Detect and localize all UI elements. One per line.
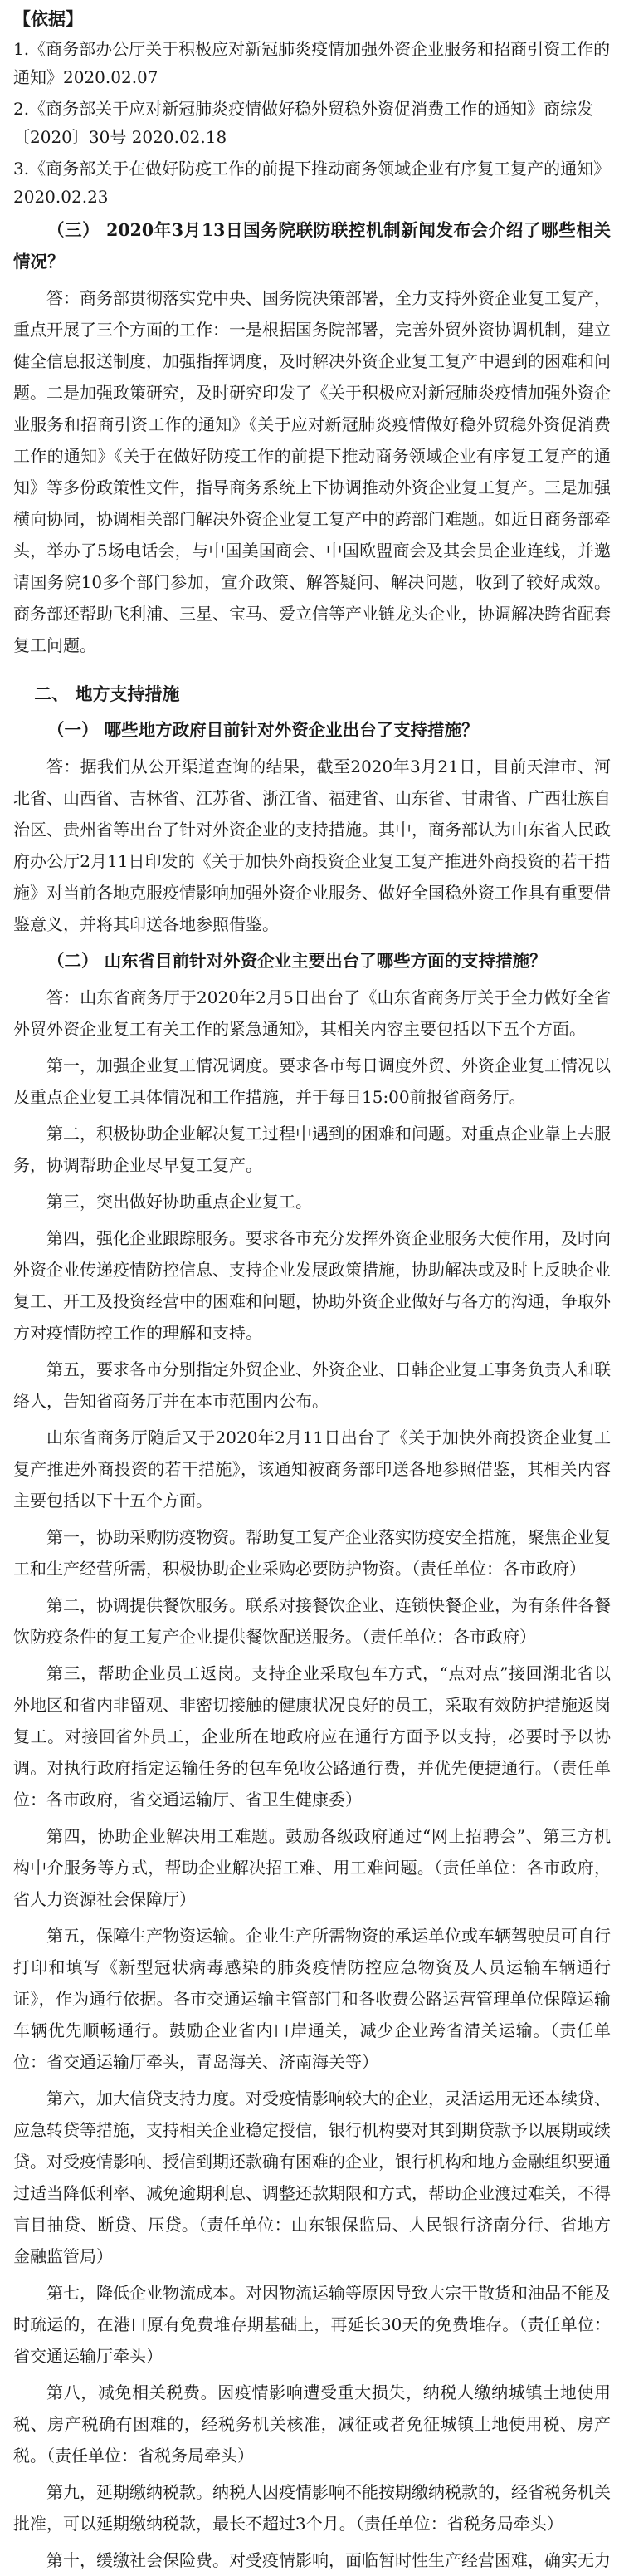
answer-paragraph: 答：山东省商务厅于2020年2月5日出台了《山东省商务厅关于全力做好全省外贸外资企业复工有关工作的紧急通知》，其相关内容主要包括以下五个方面。 — [13, 987, 611, 1039]
measure-item: 第一，加强企业复工情况调度。要求各市每日调度外贸、外资企业复工情况以及重点企业复工具体情况和工作措施，并于每日15:00前报省商务厅。 — [13, 1055, 611, 1107]
basis-heading: 【依据】 — [13, 8, 83, 29]
reference-list — [13, 35, 611, 211]
measure-item: 第四，协助企业解决用工难题。鼓励各级政府通过“网上招聘会”、第三方机构中介服务等方式，帮助企业解决招工难、用工难问题。（责任单位：各市政府，省人力资源社会保障厅） — [13, 1826, 611, 1909]
reference-item: 1.《商务部办公厅关于积极应对新冠肺炎疫情加强外资企业服务和招商引资工作的通知》2020.02.07 — [13, 39, 611, 87]
question-heading: （三） 2020年3月13日国务院联防联控机制新闻发布会介绍了哪些相关情况？ — [13, 220, 611, 272]
answer-paragraph: 答：据我们从公开渠道查询的结果，截至2020年3月21日，目前天津市、河北省、山西省、吉林省、江苏省、浙江省、福建省、山东省、甘肃省、广西壮族自治区、贵州省等出台了针对外资企业的支持措施。其中，商务部认为山东省人民政府办公厅2月11日印发的《关于加快外商投资企业复工复产推进外商投资的若干措施》对当前各地克服疫情影响加强外资企业服务、做好全国稳外资工作具有重要借鉴意义，并将其印送各地参照借鉴。 — [13, 757, 611, 934]
section-heading: 二、 地方支持措施 — [34, 683, 180, 704]
measure-list — [13, 1050, 611, 1417]
measure-item: 第五，保障生产物资运输。企业生产所需物资的承运单位或车辆驾驶员可自行打印和填写《新型冠状病毒感染的肺炎疫情防控应急物资及人员运输车辆通行证》，作为通行依据。各市交通运输主管部门和各收费公路运营管理单位保障运输车辆优先顺畅通行。鼓励企业省内口岸通关，减少企业跨省清关运输。（责任单位：省交通运输厅牵头，青岛海关、济南海关等） — [13, 1926, 611, 2072]
measure-item: 第七，降低企业物流成本。对因物流运输等原因导致大宗干散货和油品不能及时疏运的，在港口原有免费堆存期基础上，再延长30天的免费堆存。（责任单位：省交通运输厅牵头） — [13, 2283, 611, 2366]
question-heading: （二） 山东省目前针对外资企业主要出台了哪些方面的支持措施？ — [47, 951, 547, 971]
reference-item: 3.《商务部关于在做好防疫工作的前提下推动商务领域企业有序复工复产的通知》2020.02.23 — [13, 159, 611, 207]
measure-item: 第一，协助采购防疫物资。帮助复工复产企业落实防疫安全措施，聚焦企业复工和生产经营所需，积极协助企业采购必要防护物资。（责任单位：各市政府） — [13, 1527, 611, 1579]
measure-item: 第二，协调提供餐饮服务。联系对接餐饮企业、连锁快餐企业，为有条件各餐饮防疫条件的复工复产企业提供餐饮配送服务。（责任单位：各市政府） — [13, 1595, 611, 1647]
measure-item: 第三，帮助企业员工返岗。支持企业采取包车方式，“点对点”接回湖北省以外地区和省内非留观、非密切接触的健康状况良好的员工，采取有效防护措施返岗复工。对接回省外员工，企业所在地政府应在通行方面予以支持，必要时予以协调。对执行政府指定运输任务的包车免收公路通行费，并优先便捷通行。（责任单位：各市政府，省交通运输厅、省卫生健康委） — [13, 1663, 611, 1810]
measure-item: 第八，减免相关税费。因疫情影响遭受重大损失，纳税人缴纳城镇土地使用税、房产税确有困难的，经税务机关核准，减征或者免征城镇土地使用税、房产税。（责任单位：省税务局牵头） — [13, 2383, 611, 2466]
answer-paragraph: 答：商务部贯彻落实党中央、国务院决策部署，全力支持外资企业复工复产，重点开展了三个方面的工作：一是根据国务院部署，完善外贸外资协调机制，建立健全信息报送制度，加强指挥调度，及时解决外资企业复工复产中遇到的困难和问题。二是加强政策研究，及时研究印发了《关于积极应对新冠肺炎疫情加强外资企业服务和招商引资工作的通知》《关于应对新冠肺炎疫情做好稳外贸稳外资促消费工作的通知》《关于在做好防疫工作的前提下推动商务领域企业有序复工复产的通知》等多份政策性文件，指导商务系统上下协调推动外资企业复工复产。三是加强横向协同，协调相关部门解决外资企业复工复产中的跨部门难题。如近日商务部牵头，举办了5场电话会，与中国美国商会、中国欧盟商会及其会员企业连线，并邀请国务院10多个部门参加，宣介政策、解答疑问、解决问题，收到了较好成效。商务部还帮助飞利浦、三星、宝马、爱立信等产业链龙头企业，协调解决跨省配套复工问题。 — [13, 288, 611, 655]
measure-item: 第四，强化企业跟踪服务。要求各市充分发挥外资企业服务大使作用，及时向外资企业传递疫情防控信息、支持企业发展政策措施，协助解决或及时上反映企业复工、开工及投资经营中的困难和问题，协助外资企业做好与各方的沟通，争取外方对疫情防控工作的理解和支持。 — [13, 1228, 611, 1343]
measure-list — [13, 1521, 611, 2576]
measure-item: 第三，突出做好协助重点企业复工。 — [46, 1192, 312, 1212]
measure-item: 第九，延期缴纳税款。纳税人因疫情影响不能按期缴纳税款的，经省税务机关批准，可以延期缴纳税款，最长不超过3个月。（责任单位：省税务局牵头） — [13, 2482, 611, 2534]
measure-item: 第二，积极协助企业解决复工过程中遇到的困难和问题。对重点企业靠上去服务，协调帮助企业尽早复工复产。 — [13, 1124, 611, 1175]
reference-item: 2.《商务部关于应对新冠肺炎疫情做好稳外贸稳外资促消费工作的通知》商综发〔2020〕30号 2020.02.18 — [13, 99, 594, 147]
measure-item: 第六，加大信贷支持力度。对受疫情影响较大的企业，灵活运用无还本续贷、应急转贷等措施，支持相关企业稳定授信，银行机构要对其到期贷款予以展期或续贷。对受疫情影响、授信到期还款确有困难的企业，银行机构和地方金融组织要通过适当降低利率、减免逾期利息、调整还款期限和方式，帮助企业渡过难关，不得盲目抽贷、断贷、压贷。（责任单位：山东银保监局、人民银行济南分行、省地方金融监管局） — [13, 2089, 611, 2266]
measure-item: 第十，缓缴社会保险费。对受疫情影响，面临暂时性生产经营困难，确实无力 — [46, 2550, 611, 2570]
question-heading: （一） 哪些地方政府目前针对外资企业出台了支持措施？ — [47, 720, 479, 740]
body-paragraph: 山东省商务厅随后又于2020年2月11日出台了《关于加快外商投资企业复工复产推进外商投资的若干措施》，该通知被商务部印送各地参照借鉴，其相关内容主要包括以下十五个方面。 — [13, 1428, 611, 1511]
measure-item: 第五，要求各市分别指定外贸企业、外资企业、日韩企业复工事务负责人和联络人，告知省商务厅并在本市范围内公布。 — [13, 1359, 611, 1411]
